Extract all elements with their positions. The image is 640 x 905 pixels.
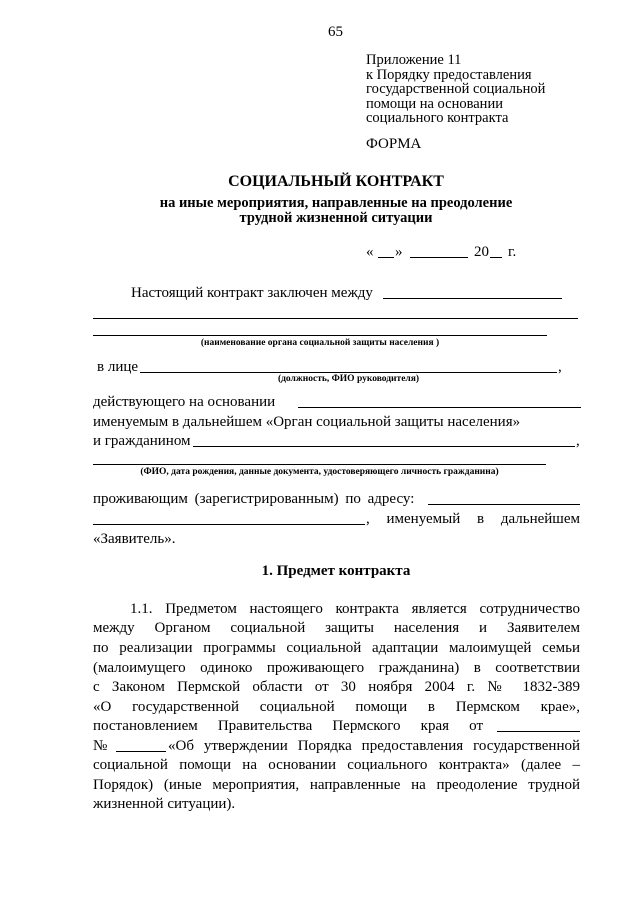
clause-line: социальной помощи на основании социального контракта» (далее – [93, 757, 580, 773]
party-blank-3 [93, 335, 547, 336]
year-suffix: г. [508, 244, 517, 260]
appendix-line: Приложение 11 [366, 52, 462, 68]
comma: , [558, 359, 562, 375]
acting-basis-text: действующего на основании [93, 394, 276, 410]
clause-line: по реализации программы социальной адаптации малоимущей семьи [93, 640, 580, 656]
party-blank-2 [93, 318, 578, 319]
caption-position: (должность, ФИО руководителя) [277, 374, 420, 384]
document-subtitle: на иные мероприятия, направленные на преодоление [159, 195, 513, 211]
form-label: ФОРМА [366, 136, 422, 152]
basis-blank [298, 407, 581, 408]
appendix-line: помощи на основании [366, 95, 503, 112]
in-person-label: в лице [97, 359, 139, 375]
page-number: 65 [328, 24, 343, 40]
caption-citizen: (ФИО, дата рождения, данные документа, удостоверяющего личность гражданина) [140, 467, 499, 477]
appendix-line: к Порядку предоставления [366, 66, 532, 83]
clause-line: Порядок) (иные мероприятия, направленные на преодоление трудной [93, 777, 580, 793]
clause-line: жизненной ситуации). [93, 796, 236, 812]
clause-line: с Законом Пермской области от 30 ноября 2004 г. № 1832-389 [93, 679, 580, 695]
citizen-blank-2 [93, 464, 546, 465]
clause-line: «Об утверждении Порядка предоставления государственной [168, 738, 580, 754]
hereinafter-org-text: именуемым в дальнейшем «Орган социальной защиты населения» [93, 414, 521, 430]
caption-org: (наименование органа социальной защиты населения ) [200, 338, 440, 348]
and-citizen-text: и гражданином [93, 433, 191, 449]
resolution-number-blank [116, 751, 166, 752]
appendix-block [366, 53, 545, 126]
hereinafter-applicant-text: , именуемый в дальнейшем [366, 511, 580, 527]
document-subtitle: трудной жизненной ситуации [239, 210, 433, 226]
address-blank [428, 504, 580, 505]
year-blank [490, 257, 502, 258]
document-title: СОЦИАЛЬНЫЙ КОНТРАКТ [228, 173, 444, 190]
intro-text: Настоящий контракт заключен между [131, 285, 373, 301]
section-heading: 1. Предмет контракта [261, 563, 411, 579]
address-blank-2 [93, 524, 365, 525]
date-quote-open: « [366, 244, 374, 260]
representative-blank [140, 372, 557, 373]
clause-line: между Органом социальной защиты населения и Заявителем [93, 620, 580, 636]
clause-line: 1.1. Предметом настоящего контракта является сотрудничество [130, 601, 580, 617]
appendix-line: социального контракта [366, 110, 509, 126]
comma: , [576, 433, 580, 449]
date-quote-close: » [395, 244, 403, 260]
residing-text: проживающим (зарегистрированным) по адресу: [93, 491, 415, 507]
citizen-blank [193, 446, 575, 447]
month-blank [410, 257, 468, 258]
appendix-line: государственной социальной [366, 81, 546, 97]
resolution-date-blank [497, 731, 580, 732]
party-blank [383, 298, 562, 299]
clause-line: № [93, 738, 108, 754]
day-blank [378, 257, 394, 258]
applicant-label: «Заявитель». [93, 531, 176, 547]
clause-line: (малоимущего одиноко проживающего гражданина) в соответствии [93, 660, 580, 676]
clause-line: постановлением Правительства Пермского края от [93, 718, 483, 734]
year-prefix: 20 [474, 244, 489, 260]
clause-line: «О государственной социальной помощи в Пермском крае», [93, 699, 580, 715]
